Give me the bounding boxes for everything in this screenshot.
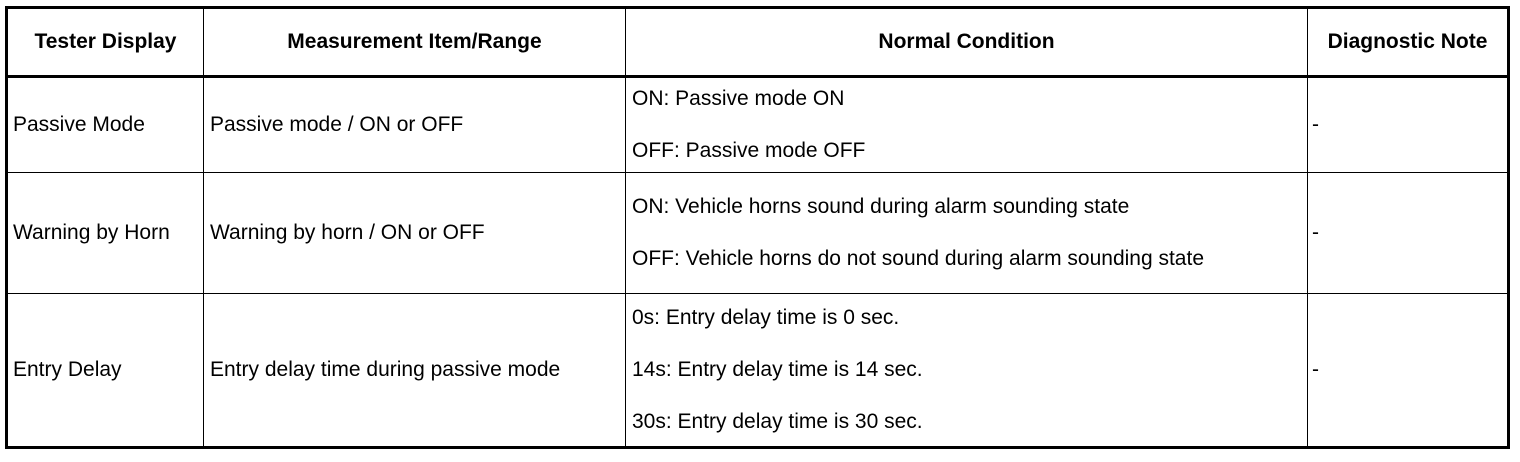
cell-normal-condition xyxy=(626,294,1308,448)
table-row-entry-delay xyxy=(7,294,1509,448)
condition-line: 14s: Entry delay time is 14 sec. xyxy=(632,358,923,381)
header-measurement-item: Measurement Item/Range xyxy=(204,8,626,77)
cell-diagnostic-note: - xyxy=(1308,173,1509,294)
table-body xyxy=(7,77,1509,448)
condition-line: ON: Vehicle horns sound during alarm sounding state xyxy=(632,195,1130,218)
condition-line: ON: Passive mode ON xyxy=(632,87,845,110)
condition-line: 30s: Entry delay time is 30 sec. xyxy=(632,410,923,433)
condition-line: OFF: Passive mode OFF xyxy=(632,139,866,162)
cell-tester-display: Passive Mode xyxy=(7,77,204,173)
cell-diagnostic-note: - xyxy=(1308,77,1509,173)
data-list-table xyxy=(5,6,1510,449)
table-row-passive-mode xyxy=(7,77,1509,173)
cell-tester-display: Entry Delay xyxy=(7,294,204,448)
header-normal-condition: Normal Condition xyxy=(626,8,1308,77)
cell-tester-display: Warning by Horn xyxy=(7,173,204,294)
cell-measurement-item: Entry delay time during passive mode xyxy=(204,294,626,448)
condition-line: 0s: Entry delay time is 0 sec. xyxy=(632,306,900,329)
cell-measurement-item: Passive mode / ON or OFF xyxy=(204,77,626,173)
table-header xyxy=(7,8,1509,77)
cell-diagnostic-note: - xyxy=(1308,294,1509,448)
header-diagnostic-note: Diagnostic Note xyxy=(1308,8,1509,77)
cell-normal-condition xyxy=(626,173,1308,294)
cell-measurement-item: Warning by horn / ON or OFF xyxy=(204,173,626,294)
cell-normal-condition xyxy=(626,77,1308,173)
table-row-warning-by-horn xyxy=(7,173,1509,294)
header-tester-display: Tester Display xyxy=(7,8,204,77)
condition-line: OFF: Vehicle horns do not sound during alarm sounding state xyxy=(632,247,1205,270)
header-row xyxy=(7,8,1509,77)
